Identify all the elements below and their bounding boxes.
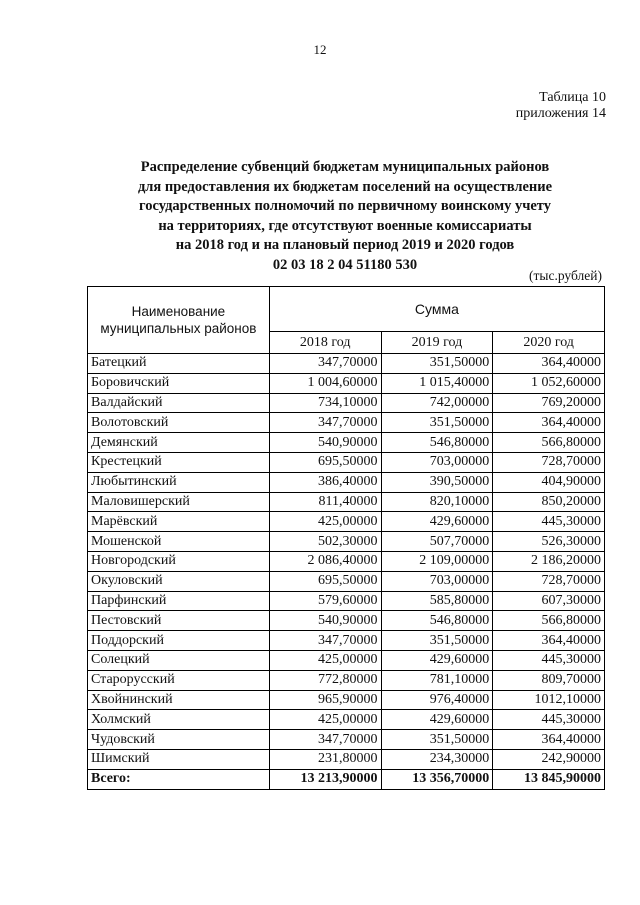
- value-2018: 811,40000: [269, 492, 381, 512]
- total-label: Всего:: [88, 769, 270, 789]
- value-2018: 347,70000: [269, 730, 381, 750]
- district-name: Солецкий: [88, 650, 270, 670]
- table-row: [88, 690, 605, 710]
- district-name: Шимский: [88, 749, 270, 769]
- value-2020: 364,40000: [493, 413, 605, 433]
- column-header-2020: 2020 год: [493, 332, 605, 354]
- table-row: [88, 591, 605, 611]
- title-line: на 2018 год и на плановый период 2019 и 2020 годов: [175, 237, 515, 253]
- district-name: Парфинский: [88, 591, 270, 611]
- value-2020: 242,90000: [493, 749, 605, 769]
- value-2020: 566,80000: [493, 611, 605, 631]
- value-2020: 526,30000: [493, 532, 605, 552]
- value-2018: 2 086,40000: [269, 551, 381, 571]
- value-2019: 351,50000: [381, 413, 493, 433]
- value-2020: 728,70000: [493, 452, 605, 472]
- value-2020: 850,20000: [493, 492, 605, 512]
- title-line: на территориях, где отсутствуют военные комиссариаты: [158, 217, 532, 234]
- value-2019: 585,80000: [381, 591, 493, 611]
- value-2020: 364,40000: [493, 631, 605, 651]
- value-2020: 566,80000: [493, 433, 605, 453]
- value-2018: 502,30000: [269, 532, 381, 552]
- district-name: Пестовский: [88, 611, 270, 631]
- value-2019: 234,30000: [381, 749, 493, 769]
- district-name: Валдайский: [88, 393, 270, 413]
- value-2018: 231,80000: [269, 749, 381, 769]
- value-2019: 546,80000: [381, 433, 493, 453]
- value-2019: 351,50000: [381, 354, 493, 374]
- value-2018: 965,90000: [269, 690, 381, 710]
- district-name: Новгородский: [88, 551, 270, 571]
- value-2019: 429,60000: [381, 512, 493, 532]
- value-2018: 734,10000: [269, 393, 381, 413]
- table-row: [88, 433, 605, 453]
- value-2020: 1012,10000: [493, 690, 605, 710]
- district-name: Холмский: [88, 710, 270, 730]
- table-body: [88, 354, 605, 790]
- column-header-2018: 2018 год: [269, 332, 381, 354]
- total-row: [88, 769, 605, 789]
- district-name: Волотовский: [88, 413, 270, 433]
- table-row: [88, 749, 605, 769]
- value-2020: 364,40000: [493, 354, 605, 374]
- table-row: [88, 670, 605, 690]
- title-line: Распределение субвенций бюджетам муниципальных районов: [140, 159, 550, 175]
- table-row: [88, 393, 605, 413]
- value-2018: 347,70000: [269, 631, 381, 651]
- value-2020: 607,30000: [493, 591, 605, 611]
- table-row: [88, 532, 605, 552]
- value-2018: 695,50000: [269, 571, 381, 591]
- district-name: Поддорский: [88, 631, 270, 651]
- district-name: Окуловский: [88, 571, 270, 591]
- value-2020: 2 186,20000: [493, 551, 605, 571]
- district-name: Чудовский: [88, 730, 270, 750]
- subvention-table: [87, 286, 605, 790]
- value-2020: 404,90000: [493, 472, 605, 492]
- value-2019: 742,00000: [381, 393, 493, 413]
- column-header-2019: 2019 год: [381, 332, 493, 354]
- value-2019: 546,80000: [381, 611, 493, 631]
- value-2020: 809,70000: [493, 670, 605, 690]
- value-2018: 425,00000: [269, 512, 381, 532]
- table-row: [88, 512, 605, 532]
- value-2018: 386,40000: [269, 472, 381, 492]
- district-name: Мошенской: [88, 532, 270, 552]
- title-line: государственных полномочий по первичному воинскому учету: [139, 198, 551, 214]
- value-2018: 347,70000: [269, 354, 381, 374]
- value-2019: 507,70000: [381, 532, 493, 552]
- table-row: [88, 650, 605, 670]
- value-2020: 445,30000: [493, 650, 605, 670]
- table-row: [88, 472, 605, 492]
- value-2019: 351,50000: [381, 631, 493, 651]
- value-2020: 364,40000: [493, 730, 605, 750]
- district-name: Марёвский: [88, 512, 270, 532]
- table-row: [88, 571, 605, 591]
- table-row: [88, 452, 605, 472]
- table-ref-line-2: приложения 14: [515, 106, 606, 121]
- table-row: [88, 492, 605, 512]
- district-name: Хвойнинский: [88, 690, 270, 710]
- table-row: [88, 730, 605, 750]
- value-2019: 429,60000: [381, 710, 493, 730]
- column-header-sum: Сумма: [269, 287, 604, 332]
- budget-code: 02 03 18 2 04 51180 530: [272, 256, 418, 273]
- value-2019: 703,00000: [381, 452, 493, 472]
- value-2019: 781,10000: [381, 670, 493, 690]
- value-2019: 429,60000: [381, 650, 493, 670]
- table-row: [88, 611, 605, 631]
- district-name: Старорусский: [88, 670, 270, 690]
- value-2018: 540,90000: [269, 611, 381, 631]
- district-name: Боровичский: [88, 373, 270, 393]
- table-row: [88, 373, 605, 393]
- column-header-name: Наименование муниципальных районов: [88, 287, 270, 354]
- value-2019: 2 109,00000: [381, 551, 493, 571]
- value-2019: 351,50000: [381, 730, 493, 750]
- value-2018: 425,00000: [269, 710, 381, 730]
- value-2019: 390,50000: [381, 472, 493, 492]
- value-2018: 425,00000: [269, 650, 381, 670]
- document-title: [60, 158, 630, 275]
- table-reference: [516, 90, 606, 122]
- value-2018: 695,50000: [269, 452, 381, 472]
- value-2018: 772,80000: [269, 670, 381, 690]
- value-2018: 347,70000: [269, 413, 381, 433]
- value-2020: 445,30000: [493, 512, 605, 532]
- total-2020: 13 845,90000: [493, 769, 605, 789]
- value-2019: 820,10000: [381, 492, 493, 512]
- value-2018: 540,90000: [269, 433, 381, 453]
- district-name: Маловишерский: [88, 492, 270, 512]
- page-number: 12: [313, 42, 327, 57]
- total-2018: 13 213,90000: [269, 769, 381, 789]
- units-label: (тыс.рублей): [529, 268, 602, 283]
- value-2018: 579,60000: [269, 591, 381, 611]
- table-row: [88, 551, 605, 571]
- district-name: Любытинский: [88, 472, 270, 492]
- table-row: [88, 354, 605, 374]
- district-name: Крестецкий: [88, 452, 270, 472]
- table-row: [88, 710, 605, 730]
- value-2020: 445,30000: [493, 710, 605, 730]
- table-row: [88, 413, 605, 433]
- value-2019: 703,00000: [381, 571, 493, 591]
- value-2019: 1 015,40000: [381, 373, 493, 393]
- value-2020: 1 052,60000: [493, 373, 605, 393]
- title-line: для предоставления их бюджетам поселений на осуществление: [137, 178, 553, 195]
- value-2020: 728,70000: [493, 571, 605, 591]
- value-2018: 1 004,60000: [269, 373, 381, 393]
- district-name: Батецкий: [88, 354, 270, 374]
- value-2019: 976,40000: [381, 690, 493, 710]
- table-row: [88, 631, 605, 651]
- value-2020: 769,20000: [493, 393, 605, 413]
- table-ref-line-1: Таблица 10: [539, 90, 606, 105]
- district-name: Демянский: [88, 433, 270, 453]
- total-2019: 13 356,70000: [381, 769, 493, 789]
